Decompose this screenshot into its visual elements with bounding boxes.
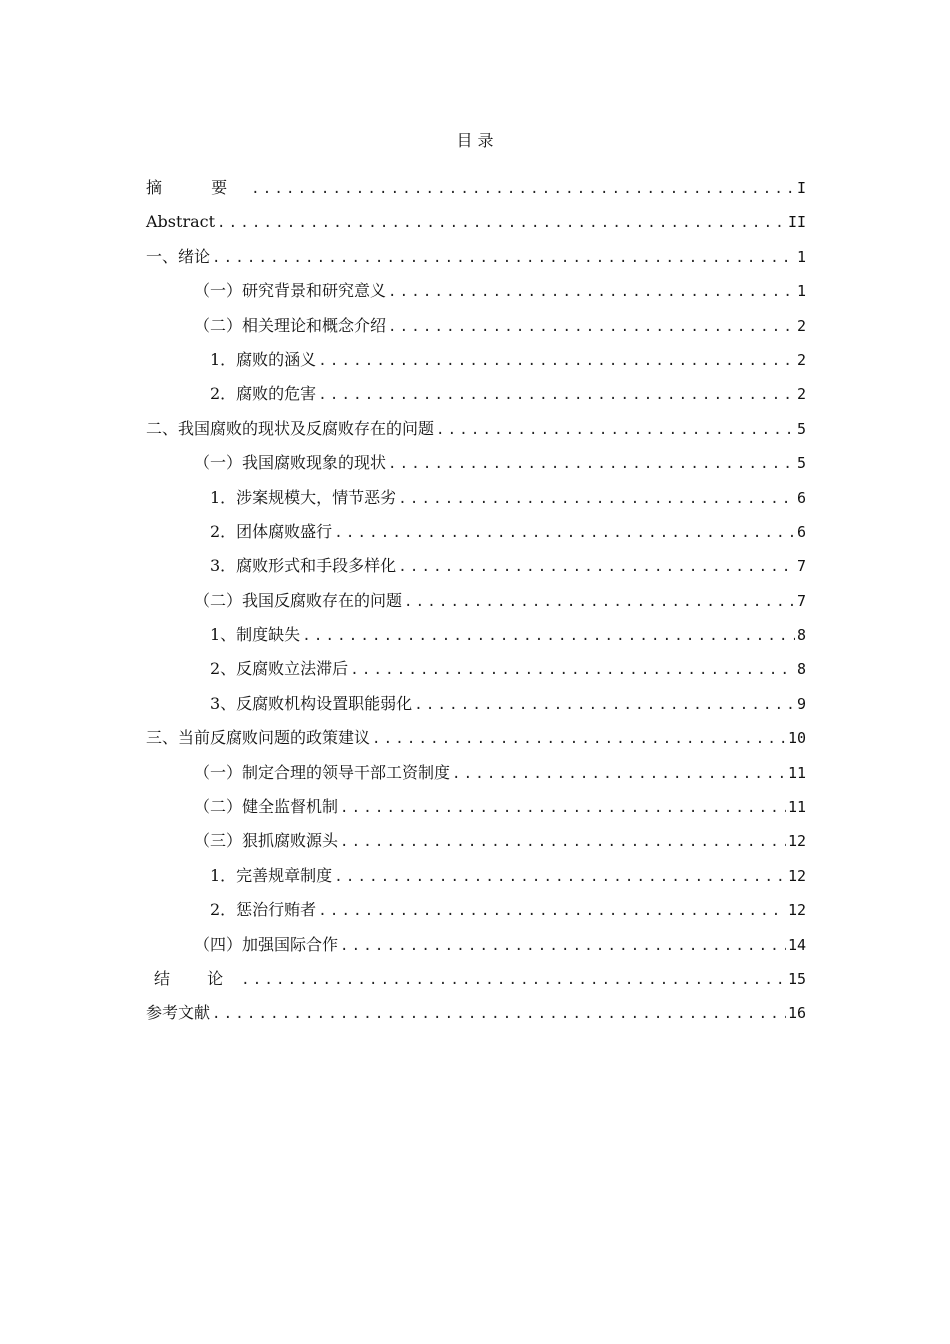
toc-entry[interactable]	[146, 412, 806, 446]
toc-page-number: 11	[787, 763, 806, 782]
dot-leader	[217, 206, 786, 240]
dot-leader	[398, 482, 795, 516]
toc-entry[interactable]	[146, 928, 806, 962]
toc-page-number: 12	[787, 901, 806, 920]
toc-entry-text: （一）我国腐败现象的现状	[194, 453, 387, 473]
toc-page-number: 1	[796, 282, 806, 301]
dot-leader	[388, 275, 795, 309]
toc-page-number: I	[796, 179, 806, 197]
toc-entry-text: 1．涉案规模大，情节恶劣	[210, 487, 397, 507]
toc-entry-text: 一、绪论	[146, 246, 211, 266]
dot-leader	[340, 929, 786, 963]
toc-entry[interactable]	[146, 618, 806, 652]
toc-page-number: 7	[796, 557, 806, 576]
toc-entry-text: 2．惩治行贿者	[210, 900, 317, 920]
toc-page-number: 16	[787, 1004, 806, 1023]
toc-entry-text: （三）狠抓腐败源头	[194, 831, 339, 851]
toc-entry-text: （二）健全监督机制	[194, 797, 339, 817]
dot-leader	[340, 825, 786, 859]
toc-title: 目 录	[456, 131, 494, 150]
dot-leader	[398, 550, 795, 584]
dot-leader	[318, 378, 795, 412]
toc-page-number: 7	[796, 591, 806, 610]
toc-entry-text: 1、制度缺失	[210, 625, 301, 645]
dot-leader	[388, 310, 795, 344]
toc-entry[interactable]	[146, 584, 806, 618]
dot-leader	[251, 172, 795, 206]
toc-entry[interactable]	[146, 549, 806, 583]
toc-entry[interactable]	[146, 343, 806, 377]
dot-leader	[302, 619, 795, 653]
toc-entry[interactable]	[146, 274, 806, 308]
toc-entry[interactable]	[146, 893, 806, 927]
toc-entry-text: 3、反腐败机构设置职能弱化	[210, 693, 413, 713]
toc-page-number: 10	[787, 729, 806, 748]
toc-page-number: 14	[787, 935, 806, 954]
toc-entry[interactable]	[146, 756, 806, 790]
toc-entry[interactable]	[146, 309, 806, 343]
toc-entry-text: 三、当前反腐败问题的政策建议	[146, 728, 371, 748]
toc-entry-text: 1．腐败的涵义	[210, 349, 317, 369]
toc-page-number: 8	[796, 660, 806, 679]
toc-entry[interactable]	[146, 687, 806, 721]
toc-entry[interactable]	[146, 171, 806, 205]
toc-entry[interactable]	[146, 790, 806, 824]
dot-leader	[404, 585, 795, 619]
dot-leader	[388, 447, 795, 481]
toc-page-number: 6	[796, 488, 806, 507]
toc-entry[interactable]	[146, 721, 806, 755]
toc-entry-text: 2、反腐败立法滞后	[210, 659, 349, 679]
dot-leader	[414, 688, 795, 722]
toc-page-number: 12	[787, 832, 806, 851]
toc-entry[interactable]	[146, 446, 806, 480]
toc-page-number: 11	[787, 798, 806, 817]
dot-leader	[318, 344, 795, 378]
toc-page-number: 1	[796, 247, 806, 266]
dot-leader	[350, 653, 795, 687]
toc-page-number: 2	[796, 316, 806, 335]
toc-page-number: 6	[796, 522, 806, 541]
toc-page-number: II	[787, 213, 806, 232]
toc-entry-text: 摘 要	[146, 178, 250, 197]
toc-entry-text: 2．团体腐败盛行	[210, 521, 333, 541]
toc-entry-text: 3．腐败形式和手段多样化	[210, 556, 397, 576]
toc-entry-text: （一）制定合理的领导干部工资制度	[194, 762, 451, 782]
toc-page-number: 2	[796, 385, 806, 404]
toc-page-number: 5	[796, 454, 806, 473]
toc-entry[interactable]	[146, 240, 806, 274]
toc-entry-text: 1．完善规章制度	[210, 865, 333, 885]
dot-leader	[241, 963, 786, 997]
toc-entry-text: Abstract	[146, 212, 216, 232]
toc-page-number: 12	[787, 866, 806, 885]
dot-leader	[436, 413, 795, 447]
dot-leader	[334, 860, 786, 894]
toc-entry[interactable]	[146, 515, 806, 549]
toc-entry-text: 二、我国腐败的现状及反腐败存在的问题	[146, 418, 435, 438]
toc-page-number: 2	[796, 350, 806, 369]
dot-leader	[318, 894, 786, 928]
toc-entry-text: （二）我国反腐败存在的问题	[194, 590, 403, 610]
toc-entry-text: 结 论	[154, 968, 240, 988]
toc-entry-text: （四）加强国际合作	[194, 934, 339, 954]
toc-entry[interactable]	[146, 962, 806, 996]
toc-entry-text: （二）相关理论和概念介绍	[194, 315, 387, 335]
toc-entry[interactable]	[146, 996, 806, 1030]
table-of-contents	[146, 171, 806, 1031]
toc-page-number: 8	[796, 626, 806, 645]
toc-page-number: 5	[796, 419, 806, 438]
toc-page-number: 9	[796, 694, 806, 713]
toc-entry[interactable]	[146, 859, 806, 893]
toc-entry[interactable]	[146, 652, 806, 686]
dot-leader	[212, 997, 786, 1031]
dot-leader	[452, 757, 786, 791]
toc-entry[interactable]	[146, 824, 806, 858]
toc-entry-text: 参考文献	[146, 1003, 211, 1023]
toc-entry[interactable]	[146, 481, 806, 515]
dot-leader	[334, 516, 795, 550]
dot-leader	[212, 241, 795, 275]
dot-leader	[340, 791, 786, 825]
toc-entry[interactable]	[146, 377, 806, 411]
toc-entry-text: （一）研究背景和研究意义	[194, 281, 387, 301]
toc-entry[interactable]	[146, 205, 806, 239]
toc-entry-text: 2．腐败的危害	[210, 384, 317, 404]
toc-page-number: 15	[787, 969, 806, 988]
dot-leader	[372, 722, 786, 756]
